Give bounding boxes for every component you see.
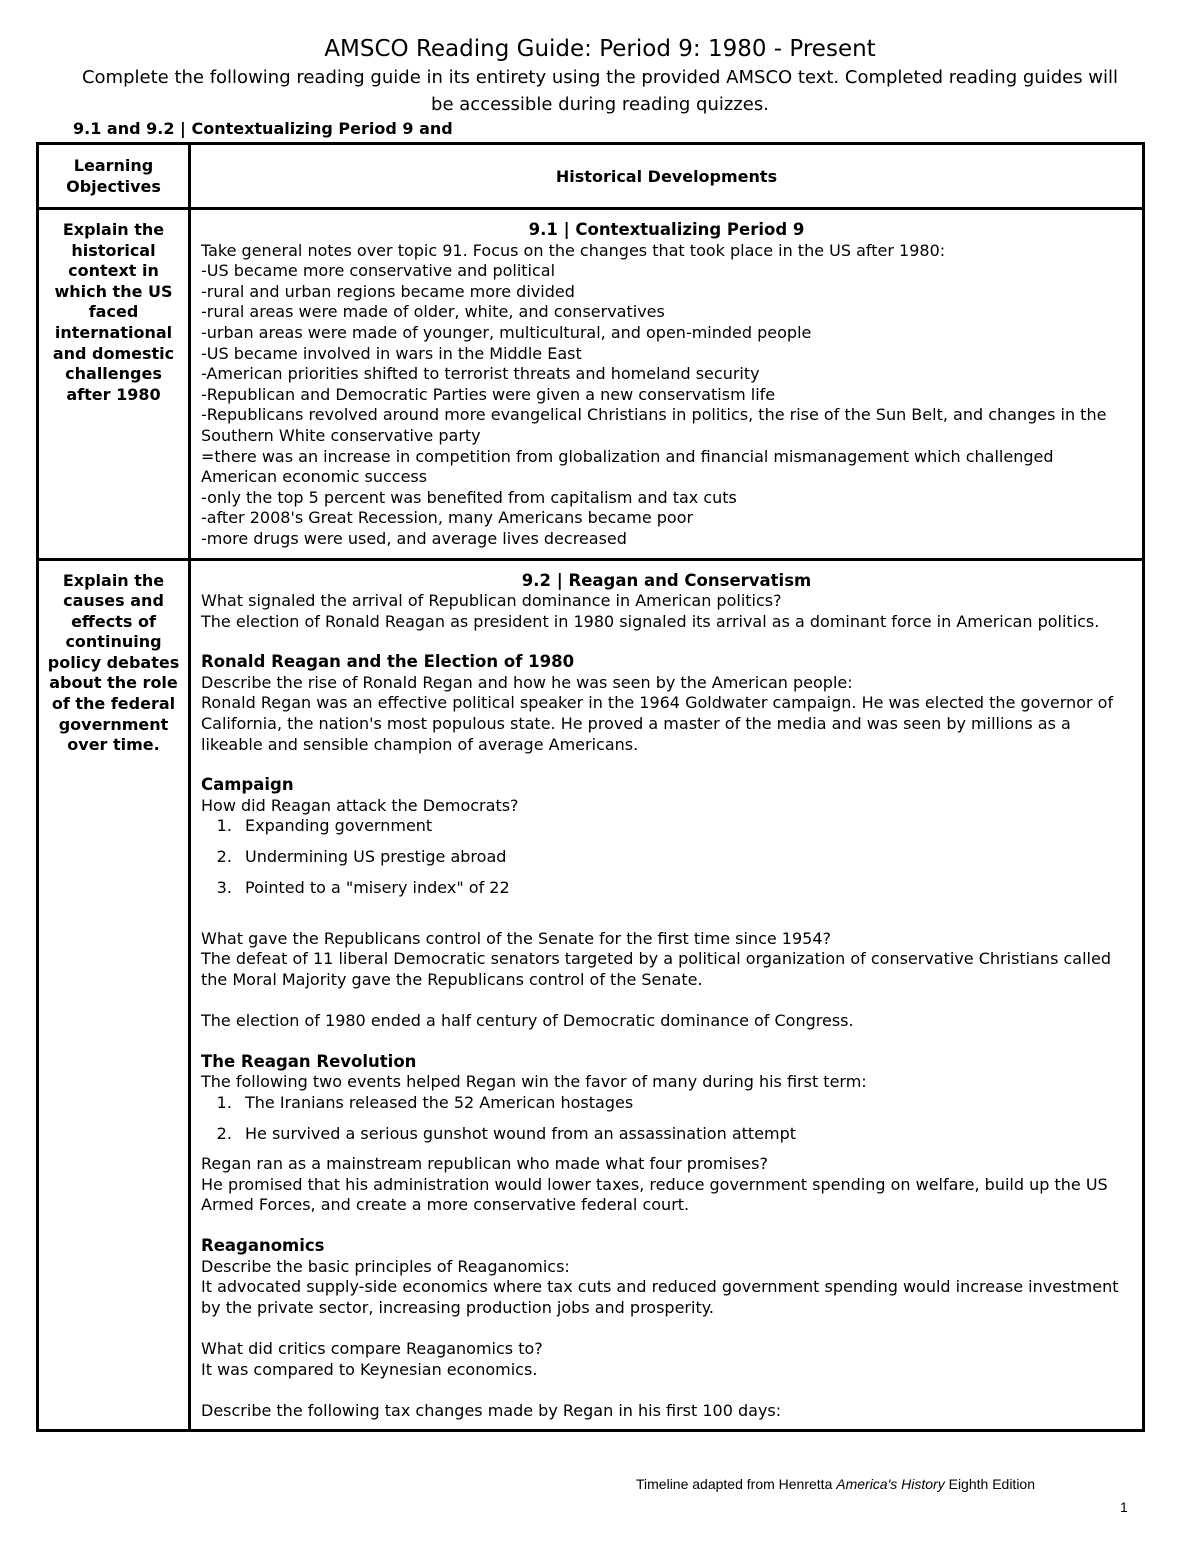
subheading-reaganomics: Reaganomics [201,1235,325,1255]
page-number: 1 [1120,1499,1128,1515]
learning-objectives-header: Learning Objectives [38,144,190,209]
question-text: Describe the basic principles of Reaganomics: [201,1256,570,1276]
table-row [38,209,1144,560]
list-item: 3. Pointed to a "misery index" of 22 [237,878,1132,899]
instructions: Complete the following reading guide in its entirety using the provided AMSCO text. Completed reading guides will be accessible during reading quizzes. [81,67,1119,115]
note-line: -US became more conservative and political [201,261,556,281]
question-text: Regan ran as a mainstream republican who made what four promises? [201,1154,768,1174]
answer-text: Ronald Regan was an effective political speaker in the 1964 Goldwater campaign. He was elected the governor of California, the nation's most populous state. He proved a master of the media and was seen by millions as a likeable and sensible champion of average Americans. [201,693,1114,754]
historical-developments-header: Historical Developments [190,144,1144,209]
question-text: What did critics compare Reaganomics to? [201,1338,543,1358]
reading-guide-table [36,142,1145,1432]
note-line: -American priorities shifted to terrorist threats and homeland security [201,364,760,384]
credit-prefix: Timeline adapted from Henretta [636,1476,837,1492]
question-text: What signaled the arrival of Republican dominance in American politics? [201,591,782,611]
answer-text: The defeat of 11 liberal Democratic senators targeted by a political organization of conservative Christians called the Moral Majority gave the Republicans control of the Senate. [201,949,1111,989]
subheading-revolution: The Reagan Revolution [201,1051,417,1071]
credit-suffix: Eighth Edition [944,1476,1036,1492]
subheading-election: Ronald Reagan and the Election of 1980 [201,652,575,672]
note-line: -US became involved in wars in the Middle East [201,343,582,363]
note-line: -more drugs were used, and average lives decreased [201,528,627,548]
timeline-credit [636,1475,1096,1493]
objective-cell: Explain the causes and effects of continuing policy debates about the role of the federal government over time. [38,559,190,1431]
section-heading: 9.1 | Contextualizing Period 9 [528,220,805,239]
note-line: -Republican and Democratic Parties were given a new conservatism life [201,384,776,404]
answer-text: The election of 1980 ended a half century of Democratic dominance of Congress. [201,1011,854,1031]
credit-book-title: America's History [836,1476,945,1492]
list-item: 2. Undermining US prestige abroad [237,847,1132,868]
list-item: 1. The Iranians released the 52 American hostages [237,1093,1132,1114]
subheading-campaign: Campaign [201,775,294,795]
note-line: -rural areas were made of older, white, and conservatives [201,302,665,322]
table-header-row [38,144,1144,209]
note-line: -only the top 5 percent was benefited from capitalism and tax cuts [201,487,737,507]
answer-text: It was compared to Keynesian economics. [201,1359,538,1379]
note-line: -Republicans revolved around more evangelical Christians in politics, the rise of the Sun Belt, and changes in the Southern White conservative party [201,405,1107,445]
developments-cell [190,559,1144,1431]
question-text: The following two events helped Regan win the favor of many during his first term: [201,1072,867,1092]
list-item: 2. He survived a serious gunshot wound from an assassination attempt [237,1124,1132,1145]
table-row [38,559,1144,1431]
campaign-list [201,816,1132,898]
revolution-list [201,1093,1132,1144]
note-line: -rural and urban regions became more divided [201,281,575,301]
question-text: Describe the following tax changes made by Regan in his first 100 days: [201,1400,782,1420]
note-line: -urban areas were made of younger, multicultural, and open-minded people [201,322,812,342]
answer-text: It advocated supply-side economics where tax cuts and reduced government spending would increase investment by the private sector, increasing production jobs and prosperity. [201,1277,1119,1317]
note-line: =there was an increase in competition from globalization and financial mismanagement which challenged American economic success [201,446,1054,487]
section-heading: 9.2 | Reagan and Conservatism [521,570,812,590]
developments-cell [190,209,1144,560]
note-line: Take general notes over topic 91. Focus on the changes that took place in the US after 1980: [201,240,946,260]
section-label: 9.1 and 9.2 | Contextualizing Period 9 and [73,119,453,138]
note-line: -after 2008's Great Recession, many Americans became poor [201,508,694,528]
list-item: 1. Expanding government [237,816,1132,837]
question-text: How did Reagan attack the Democrats? [201,795,519,815]
page-title: AMSCO Reading Guide: Period 9: 1980 - Present [324,36,876,62]
question-text: Describe the rise of Ronald Regan and how he was seen by the American people: [201,672,853,692]
question-text: What gave the Republicans control of the Senate for the first time since 1954? [201,928,831,948]
answer-text: He promised that his administration would lower taxes, reduce government spending on welfare, build up the US Armed Forces, and create a more conservative federal court. [201,1174,1108,1215]
objective-cell: Explain the historical context in which the US faced international and domestic challenges after 1980 [38,209,190,560]
answer-text: The election of Ronald Reagan as president in 1980 signaled its arrival as a dominant force in American politics. [201,611,1100,631]
